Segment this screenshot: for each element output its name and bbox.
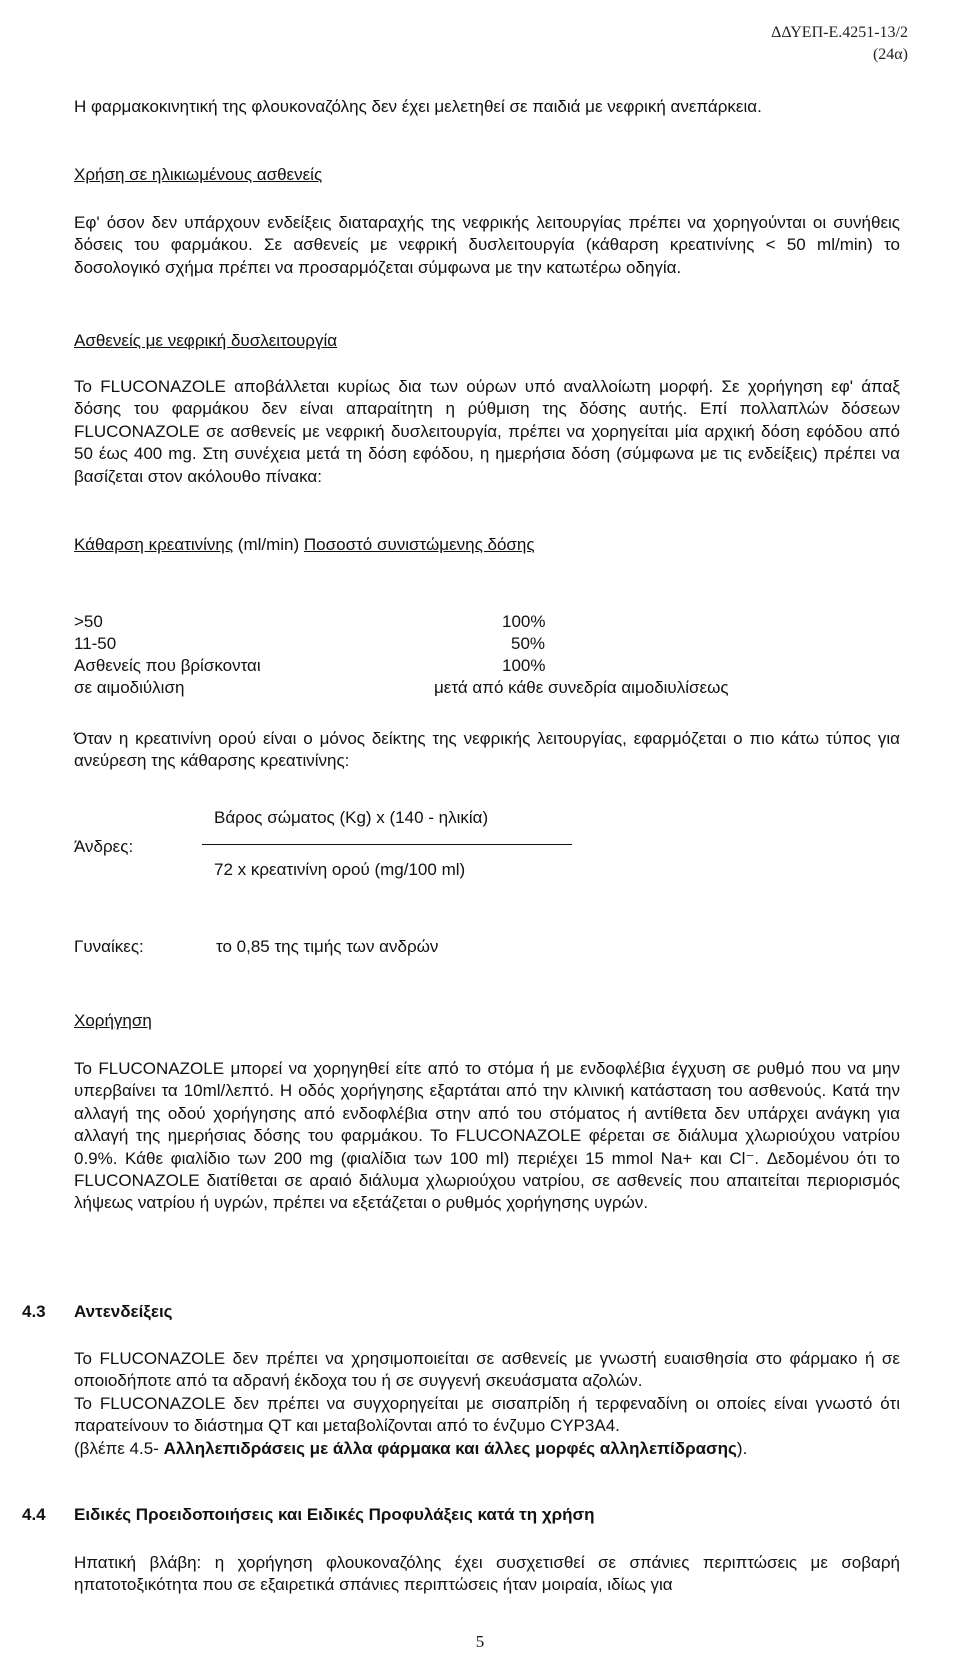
renal-heading: Ασθενείς με νεφρική δυσλειτουργία (74, 331, 338, 350)
formula-numerator: Βάρος σώματος (Kg) x (140 - ηλικία) (214, 808, 489, 827)
section-title: Ειδικές Προειδοποιήσεις και Ειδικές Προφυλάξεις κατά τη χρήση (74, 1505, 595, 1524)
section-4-3-heading (22, 1302, 173, 1322)
cross-reference-prefix: (βλέπε 4.5- (74, 1439, 164, 1458)
table-row (74, 656, 729, 678)
table-cell: 50% (511, 634, 546, 653)
col-header-dose-percent: Ποσοστό συνιστώμενης δόσης (303, 535, 535, 554)
col-header-clearance: Κάθαρση κρεατινίνης (74, 535, 234, 554)
table-row (74, 612, 729, 634)
table-cell: Ασθενείς που βρίσκονται (74, 656, 261, 675)
administration-paragraph: Το FLUCONAZOLE μπορεί να χορηγηθεί είτε από το στόμα ή με ενδοφλέβια έγχυση σε ρυθμό που να μην υπερβαίνει τα 10ml/λεπτό. Η οδός χορήγησης εξαρτάται από την κλινική κατάσταση του ασθενούς. Κατά την αλλαγή της οδού χορήγησης από ενδοφλέβια στην από του στόματος ή αντίθετα δεν υπάρχει ανάγκη για αλλαγή της ημερήσιας δόσης του φαρμάκου. Το FLUCONAZOLE φέρεται σε διάλυμα χλωριούχου νατρίου 0.9%. Κάθε φιαλίδιο των 200 mg (φιαλίδια των 100 ml) περιέχει 15 mmol Na+ και Cl⁻. Δεδομένου ότι το FLUCONAZOLE διατίθεται σε αραιό διάλυμα χλωριούχου νατρίου, σε ασθενείς που απαιτείται περιορισμός λήψεως νατρίου ή υγρών, πρέπει να εξετάζεται ο ρυθμός χορήγησης υγρών. (74, 1059, 900, 1213)
table-cell: 100% (502, 612, 546, 631)
table-cell: 11-50 (74, 634, 117, 653)
men-label: Άνδρες: (74, 837, 134, 856)
creatinine-paragraph: Όταν η κρεατινίνη ορού είναι ο μόνος δείκτης της νεφρικής λειτουργίας, εφαρμόζεται ο πιο κάτω τύπος για ανεύρεση της κάθαρσης κρεατινίνης: (74, 729, 900, 771)
table-cell: 100% (502, 656, 546, 675)
document-reference: ΔΔΥΕΠ-Ε.4251-13/2 (771, 24, 908, 41)
table-row (74, 678, 729, 700)
formula-denominator: 72 x κρεατινίνη ορού (mg/100 ml) (214, 860, 466, 879)
elderly-paragraph: Εφ' όσον δεν υπάρχουν ενδείξεις διαταραχής της νεφρικής λειτουργίας πρέπει να χορηγούνται οι συνήθεις δόσεις του φαρμάκου. Σε ασθενείς με νεφρική δυσλειτουργία (κάθαρση κρεατινίνης < 50 ml/min) το δοσολογικό σχήμα πρέπει να προσαρμόζεται σύμφωνα με την κατωτέρω οδηγία. (74, 213, 900, 277)
table-cell: >50 (74, 612, 103, 631)
document-header (771, 22, 908, 66)
warnings-paragraph: Ηπατική βλάβη: η χορήγηση φλουκοναζόλης έχει συσχετισθεί σε σπάνιες περιπτώσεις με σοβαρή ηπατοτοξικότητα που σε εξαιρετικά σπάνιες περιπτώσεις ήταν μοιραία, ιδίως για (74, 1553, 900, 1595)
section-4-4-heading (22, 1505, 595, 1525)
women-label: Γυναίκες: (74, 937, 144, 956)
dose-table (74, 612, 729, 700)
women-value: το 0,85 της τιμής των ανδρών (216, 937, 439, 956)
contraindications-paragraph-2: Το FLUCONAZOLE δεν πρέπει να συγχορηγείται με σισαπρίδη ή τερφεναδίνη οι οποίες είναι γνωστό ότι παρατείνουν το διάστημα QT και μεταβολίζονται από το ένζυμο CYP3A4. (74, 1394, 900, 1436)
fraction-line (202, 844, 572, 845)
elderly-heading: Χρήση σε ηλικιωμένους ασθενείς (74, 165, 323, 184)
table-row (74, 634, 729, 656)
contraindications-paragraph-3 (74, 1438, 900, 1460)
section-title: Αντενδείξεις (74, 1302, 173, 1321)
page-number: 5 (475, 1632, 485, 1651)
cross-reference-title: Αλληλεπιδράσεις με άλλα φάρμακα και άλλες μορφές αλληλεπίδρασης (163, 1439, 737, 1458)
dose-table-header (74, 534, 900, 556)
cross-reference-suffix: ). (736, 1439, 748, 1458)
intro-paragraph: Η φαρμακοκινητική της φλουκοναζόλης δεν έχει μελετηθεί σε παιδιά με νεφρική ανεπάρκεια. (74, 97, 762, 116)
document-reference-sub: (24α) (872, 46, 908, 63)
administration-heading: Χορήγηση (74, 1011, 152, 1030)
table-cell: σε αιμοδιύλιση (74, 678, 185, 697)
contraindications-paragraph-1: Το FLUCONAZOLE δεν πρέπει να χρησιμοποιείται σε ασθενείς με γνωστή ευαισθησία στο φάρμακο ή σε οποιοδήποτε από τα αδρανή έκδοχα του ή σε συγγενή σκευάσματα αζολών. (74, 1349, 900, 1391)
section-number: 4.3 (22, 1302, 46, 1321)
section-number: 4.4 (22, 1505, 46, 1524)
renal-paragraph: Το FLUCONAZOLE αποβάλλεται κυρίως δια των ούρων υπό αναλλοίωτη μορφή. Σε χορήγηση εφ' άπαξ δόσης του φαρμάκου δεν είναι απαραίτητη η ρύθμιση της δόσης αυτής. Επί πολλαπλών δόσεων FLUCONAZOLE σε ασθενείς με νεφρική δυσλειτουργία, πρέπει να χορηγείται μία αρχική δόση εφόδου από 50 έως 400 mg. Στη συνέχεια μετά τη δόση εφόδου, η ημερήσια δόση (σύμφωνα με τις ενδείξεις) πρέπει να βασίζεται στον ακόλουθο πίνακα: (74, 377, 900, 486)
col-header-unit: (ml/min) (233, 535, 304, 554)
table-cell: μετά από κάθε συνεδρία αιμοδιυλίσεως (434, 678, 729, 697)
clearance-formula (74, 808, 674, 908)
